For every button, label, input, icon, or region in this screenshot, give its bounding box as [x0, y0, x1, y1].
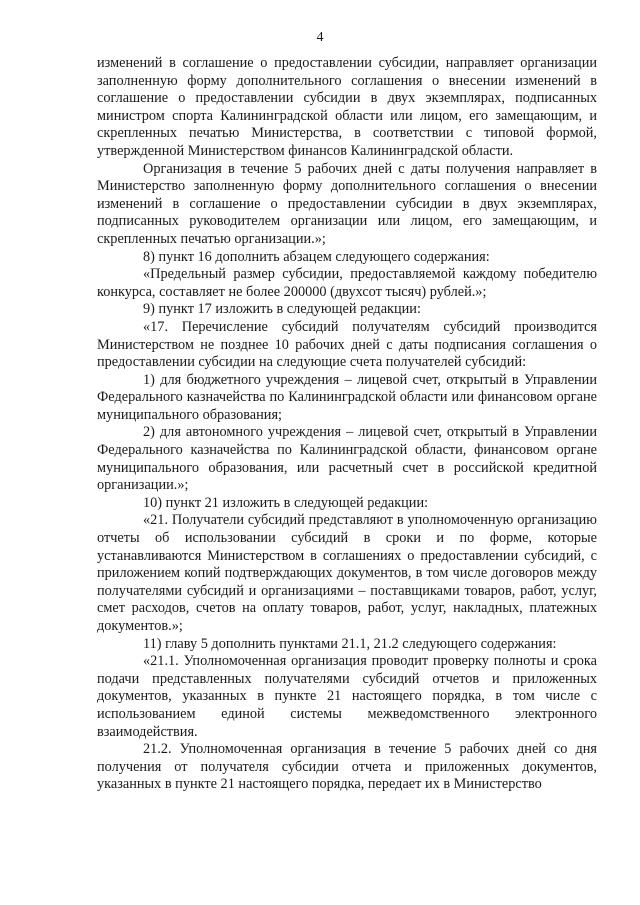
paragraph-budget-institution: 1) для бюджетного учреждения – лицевой счет, открытый в Управлении Федерального казначейства по Калининградской области или финансовом органе муниципального образования;	[97, 371, 597, 423]
paragraph-clause-21-1: «21.1. Уполномоченная организация проводит проверку полноты и срока подачи представленных получателями субсидий отчетов и приложенных документов, указанных в пункте 21 настоящего порядка, в том числе с использованием единой системы межведомственного электронного взаимодействия.	[97, 653, 597, 740]
paragraph-autonomous-institution: 2) для автономного учреждения – лицевой счет, открытый в Управлении Федерального казначейства по Калининградской области, финансовом органе муниципального образования, или расчетный счет в российской кредитной организации.»;	[97, 424, 597, 494]
paragraph-item-10: 10) пункт 21 изложить в следующей редакции:	[143, 494, 429, 511]
paragraph-item-8: 8) пункт 16 дополнить абзацем следующего содержания:	[143, 248, 490, 265]
page-number: 4	[316, 30, 324, 45]
paragraph-item-9: 9) пункт 17 изложить в следующей редакции:	[143, 301, 421, 318]
paragraph-continuation: изменений в соглашение о предоставлении субсидии, направляет организации заполненную форму дополнительного соглашения о внесении изменений в соглашение о предоставлении субсидии в двух экземплярах, подписанных министром спорта Калининградской области или лицом, его замещающим, и скрепленных печатью Министерства, в соответствии с типовой формой, утвержденной Министерством финансов Калининградской области.	[97, 55, 597, 159]
document-body	[97, 55, 597, 794]
paragraph-subsidy-limit: «Предельный размер субсидии, предоставляемой каждому победителю конкурса, составляет не более 200000 (двухсот тысяч) рублей.»;	[97, 266, 597, 300]
paragraph-clause-21-2: 21.2. Уполномоченная организация в течение 5 рабочих дней со дня получения от получателя субсидии отчета и приложенных документов, указанных в пункте 21 настоящего порядка, передает их в Министерство	[97, 741, 597, 793]
paragraph-organization-deadline: Организация в течение 5 рабочих дней с даты получения направляет в Министерство заполненную форму дополнительного соглашения о внесении изменений в соглашение о предоставлении субсидии в двух экземплярах, подписанных руководителем организации или лицом, его замещающим, и скрепленных печатью организации.»;	[97, 160, 597, 247]
paragraph-item-11: 11) главу 5 дополнить пунктами 21.1, 21.2 следующего содержания:	[143, 635, 557, 652]
paragraph-clause-21: «21. Получатели субсидий представляют в уполномоченную организацию отчеты об использовании субсидий в сроки и по форме, которые устанавливаются Министерством в соглашениях о предоставлении субсидий, с приложением копий подтверждающих документов, в том числе договоров между получателями субсидий и организациями – поставщиками товаров, работ, услуг, смет расходов, счетов на оплату товаров, работ, услуг, накладных, платежных документов.»;	[97, 512, 597, 634]
paragraph-clause-17: «17. Перечисление субсидий получателям субсидий производится Министерством не позднее 10 рабочих дней с даты подписания соглашения о предоставлении субсидии на следующие счета получателей субсидий:	[97, 318, 597, 371]
